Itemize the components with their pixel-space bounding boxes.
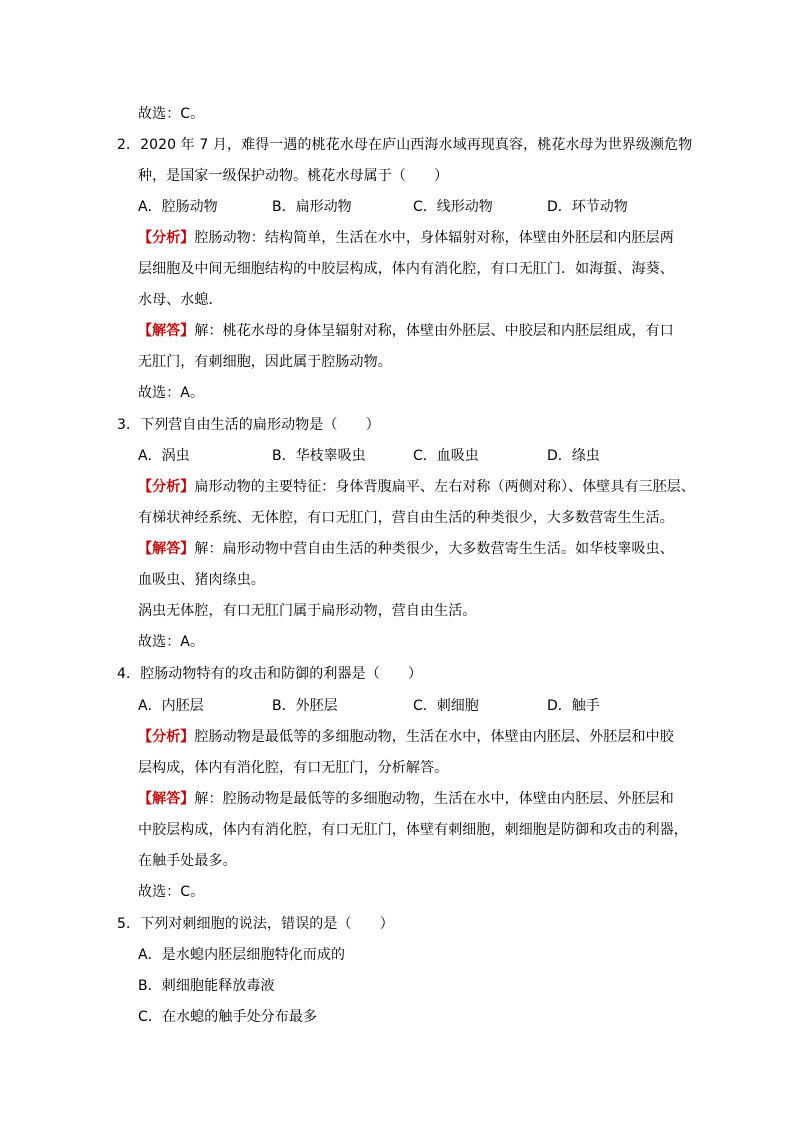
answer-line: 故选：C。 [138,106,205,122]
option-b: B．华枝睾吸虫 [272,448,366,464]
option-a: A．腔肠动物 [138,199,218,215]
solution-text: 解：桃花水母的身体呈辐射对称，体壁由外胚层、中胶层和内胚层组成，有口 [194,323,674,339]
question-2-stem-line2: 种，是国家一级保护动物。桃花水母属于（ ） [138,168,449,184]
solution-line [138,539,674,559]
analysis-line [138,477,695,497]
analysis-text: 腔肠动物是最低等的多细胞动物，生活在水中，体壁由内胚层、外胚层和中胶 [194,729,674,745]
option-c: C．血吸虫 [413,448,479,464]
option-d: D．环节动物 [547,199,628,215]
option-b: B．外胚层 [272,698,338,714]
analysis-line: 水母、水螅． [138,292,223,308]
question-4-stem: 4．腔肠动物特有的攻击和防御的利器是（ ） [117,666,423,682]
answer-line: 故选：A。 [138,634,205,650]
solution-tag: 【解答】 [138,791,195,807]
question-5-stem: 5．下列对刺细胞的说法，错误的是（ ） [117,916,394,932]
analysis-text: 扁形动物的主要特征：身体背腹扁平、左右对称（两侧对称）、体壁具有三胚层、 [194,479,696,495]
solution-line [138,321,674,341]
option-d: D．绦虫 [547,448,600,464]
question-3-stem: 3．下列营自由生活的扁形动物是（ ） [117,417,380,433]
solution-line: 血吸虫、猪肉绦虫。 [138,572,265,588]
analysis-line: 层构成，体内有消化腔，有口无肛门，分析解答。 [138,760,449,776]
option-a: A．涡虫 [138,448,190,464]
analysis-line [138,727,674,747]
solution-line: 涡虫无体腔，有口无肛门属于扁形动物，营自由生活。 [138,603,477,619]
option-d: D．触手 [547,698,600,714]
option-a: A．是水螅内胚层细胞特化而成的 [138,947,346,963]
solution-text: 解：扁形动物中营自由生活的种类很少，大多数营寄生生活。如华枝睾吸虫、 [194,541,674,557]
option-b: B．刺细胞能释放毒液 [138,978,275,994]
solution-line: 在触手处最多。 [138,853,237,869]
option-c: C．刺细胞 [413,698,479,714]
solution-tag: 【解答】 [138,323,195,339]
answer-line: 故选：A。 [138,385,205,401]
solution-text: 解：腔肠动物是最低等的多细胞动物，生活在水中，体壁由内胚层、外胚层和 [194,791,674,807]
analysis-line: 有梯状神经系统、无体腔，有口无肛门，营自由生活的种类很少，大多数营寄生生活。 [138,510,674,526]
analysis-line [138,228,674,248]
solution-line [138,789,674,809]
analysis-text: 腔肠动物：结构简单，生活在水中，身体辐射对称，体壁由外胚层和内胚层两 [194,230,674,246]
option-c: C．线形动物 [413,199,493,215]
solution-line: 中胶层构成，体内有消化腔，有口无肛门，体壁有刺细胞，刺细胞是防御和攻击的利器， [138,822,688,838]
question-2-stem-line1: 2．2020 年 7 月，难得一遇的桃花水母在庐山西海水域再现真容，桃花水母为世界级濒危物 [117,137,693,153]
analysis-tag: 【分析】 [138,479,195,495]
solution-tag: 【解答】 [138,541,195,557]
analysis-tag: 【分析】 [138,729,195,745]
option-b: B．扁形动物 [272,199,352,215]
option-c: C．在水螅的触手处分布最多 [138,1009,318,1025]
answer-line: 故选：C。 [138,884,205,900]
analysis-line: 层细胞及中间无细胞结构的中胶层构成，体内有消化腔，有口无肛门．如海蜇、海葵、 [138,261,674,277]
analysis-tag: 【分析】 [138,230,195,246]
solution-line: 无肛门，有刺细胞，因此属于腔肠动物。 [138,354,392,370]
option-a: A．内胚层 [138,698,204,714]
